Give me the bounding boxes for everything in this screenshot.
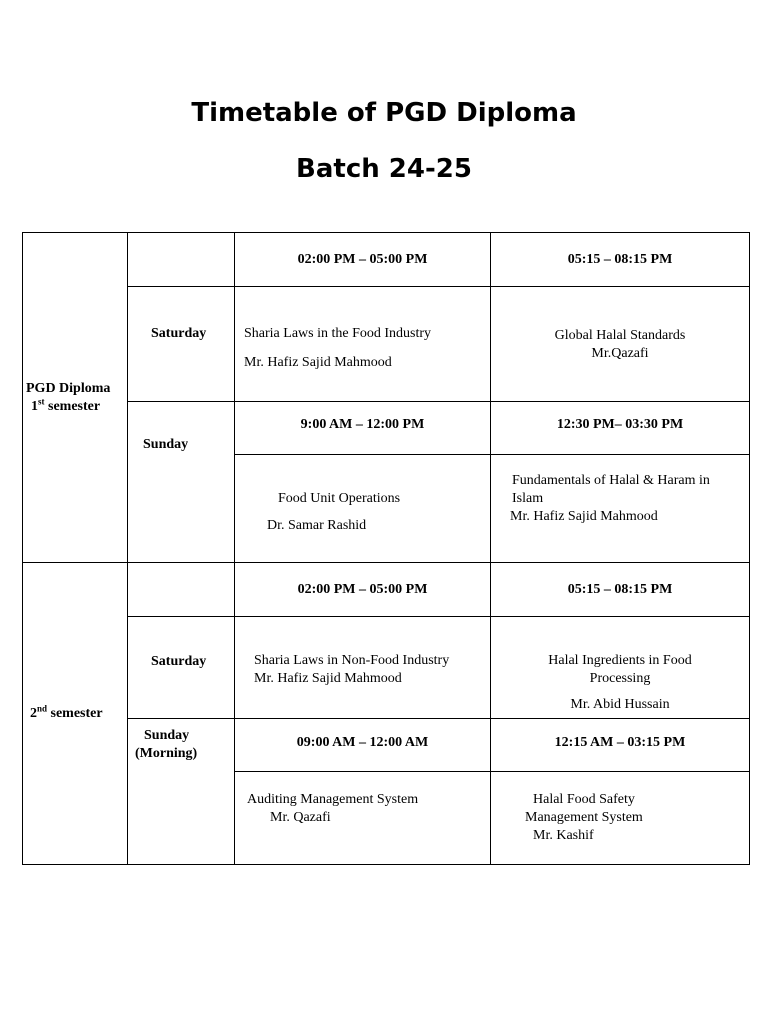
course-cell: Global Halal Standards Mr.Qazafi xyxy=(491,287,750,402)
semester-1-label: PGD Diploma 1st semester xyxy=(26,380,111,414)
empty-day-cell xyxy=(128,563,235,617)
semester-2-label-cell xyxy=(23,563,128,865)
course-cell: Sharia Laws in the Food Industry Mr. Hafiz Sajid Mahmood xyxy=(235,287,491,402)
day-cell: Sunday xyxy=(128,402,235,563)
time-slot-cell: 05:15 – 08:15 PM xyxy=(491,563,750,617)
course-cell: Auditing Management System Mr. Qazafi xyxy=(235,772,491,865)
course-cell: Halal Ingredients in Food Processing Mr. Abid Hussain xyxy=(491,617,750,719)
empty-day-cell xyxy=(128,233,235,287)
course-cell: Food Unit Operations Dr. Samar Rashid xyxy=(235,455,491,563)
table-row xyxy=(23,719,750,772)
time-slot-cell: 02:00 PM – 05:00 PM xyxy=(235,563,491,617)
time-slot-cell: 02:00 PM – 05:00 PM xyxy=(235,233,491,287)
course-cell: Fundamentals of Halal & Haram in Islam Mr. Hafiz Sajid Mahmood xyxy=(491,455,750,563)
table-row xyxy=(23,402,750,455)
course-cell: Halal Food Safety Management System Mr. Kashif xyxy=(491,772,750,865)
time-slot-cell: 05:15 – 08:15 PM xyxy=(491,233,750,287)
time-slot-cell: 12:30 PM– 03:30 PM xyxy=(491,402,750,455)
table-row xyxy=(23,617,750,719)
semester-1-label-cell xyxy=(23,233,128,563)
day-cell: Saturday xyxy=(128,617,235,719)
day-cell: Sunday (Morning) xyxy=(128,719,235,865)
table-row xyxy=(23,233,750,287)
time-slot-cell: 09:00 AM – 12:00 AM xyxy=(235,719,491,772)
semester-2-label: 2nd semester xyxy=(30,702,103,721)
page-subtitle: Batch 24-25 xyxy=(296,154,472,184)
time-slot-cell: 9:00 AM – 12:00 PM xyxy=(235,402,491,455)
table-row xyxy=(23,287,750,402)
time-slot-cell: 12:15 AM – 03:15 PM xyxy=(491,719,750,772)
course-cell: Sharia Laws in Non-Food Industry Mr. Hafiz Sajid Mahmood xyxy=(235,617,491,719)
timetable xyxy=(22,232,750,865)
day-cell: Saturday xyxy=(128,287,235,402)
page-title: Timetable of PGD Diploma xyxy=(191,98,577,128)
table-row xyxy=(23,563,750,617)
